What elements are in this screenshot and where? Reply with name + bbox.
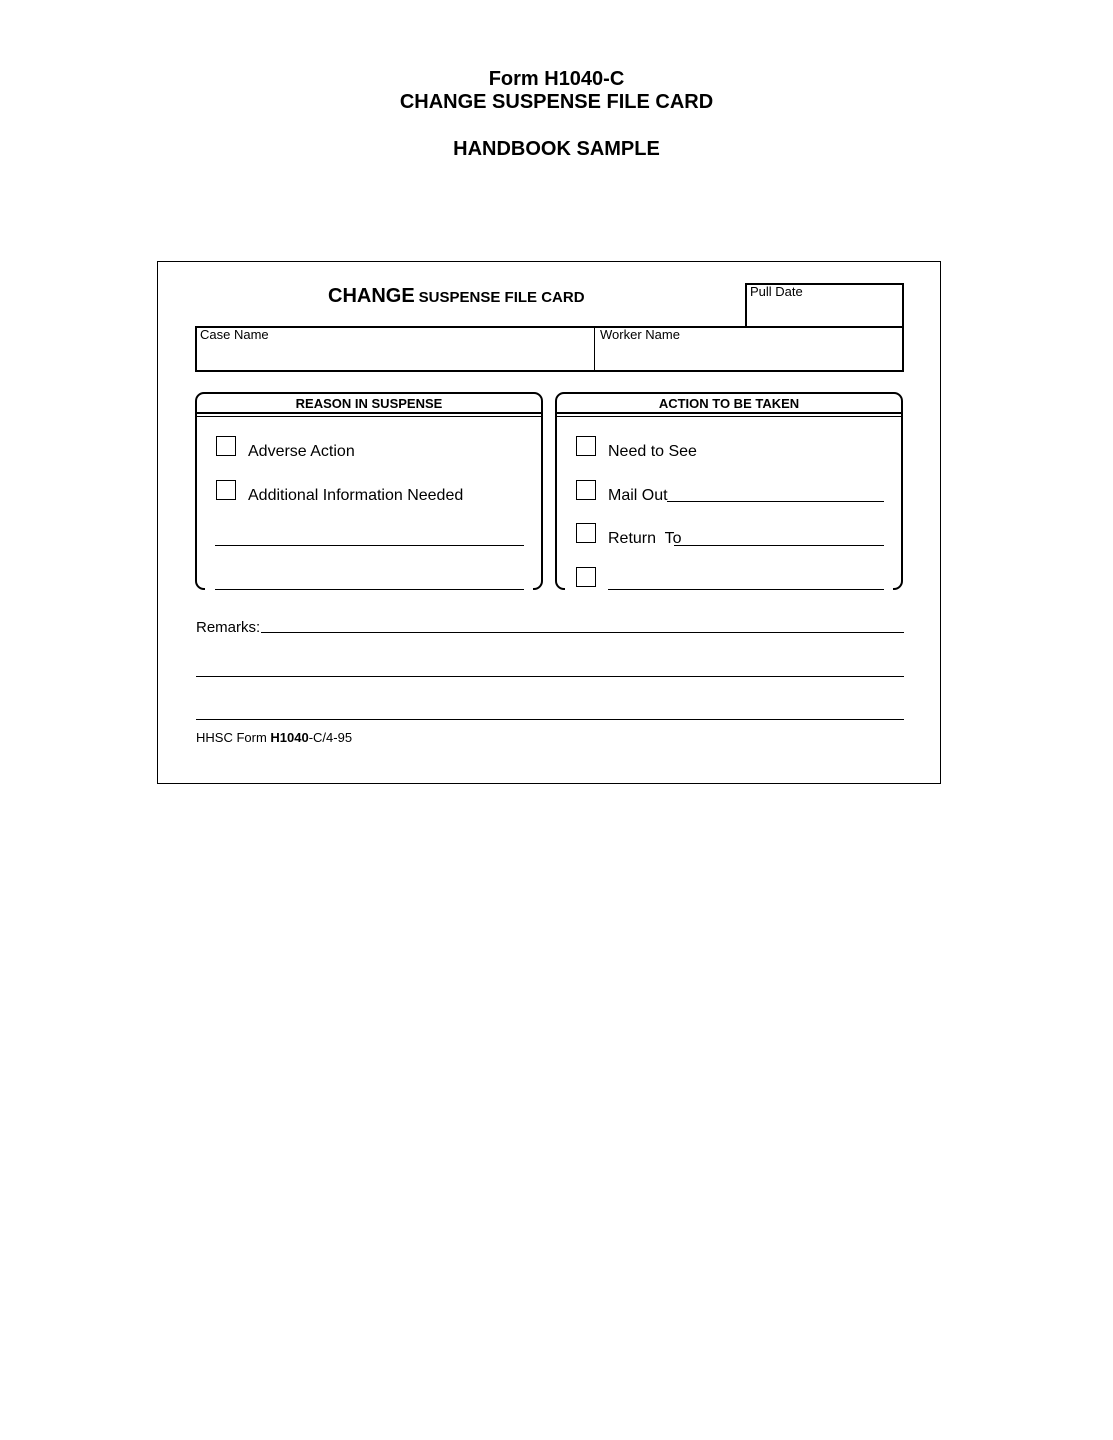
mail-out-line[interactable] [667, 501, 884, 502]
remarks-line-3[interactable] [196, 719, 904, 720]
action-panel-header-rule [556, 412, 902, 414]
footer-prefix: HHSC Form [196, 730, 271, 745]
action-panel-bottom-gap [565, 580, 893, 594]
mail-out-label: Mail Out [608, 487, 668, 504]
footer-suffix: -C/4-95 [308, 730, 353, 745]
need-to-see-label: Need to See [608, 443, 697, 460]
additional-info-checkbox[interactable] [216, 480, 236, 500]
mail-out-checkbox[interactable] [576, 480, 596, 500]
card-title [328, 285, 585, 308]
card-title-suspense: SUSPENSE FILE CARD [418, 289, 585, 306]
card-title-change: CHANGE [328, 285, 415, 307]
form-footer [196, 730, 352, 745]
worker-name-label: Worker Name [600, 327, 680, 342]
name-fields-divider [594, 327, 595, 370]
handbook-sample-heading: HANDBOOK SAMPLE [453, 138, 660, 160]
remarks-line-2[interactable] [196, 676, 904, 677]
action-panel-header-rule-2 [556, 416, 902, 417]
action-panel-title: ACTION TO BE TAKEN [658, 396, 800, 411]
return-to-checkbox[interactable] [576, 523, 596, 543]
reason-other-line-1[interactable] [215, 545, 524, 546]
reason-panel-header-rule-2 [196, 416, 542, 417]
footer-code: H1040 [270, 730, 309, 745]
reason-panel-header-rule [196, 412, 542, 414]
reason-panel-bottom-gap [205, 580, 533, 594]
form-number-heading: Form H1040-C [488, 68, 625, 90]
return-to-line[interactable] [674, 545, 884, 546]
need-to-see-checkbox[interactable] [576, 436, 596, 456]
form-title-heading: CHANGE SUSPENSE FILE CARD [399, 91, 714, 113]
remarks-line-1[interactable] [261, 632, 904, 633]
remarks-label: Remarks: [196, 619, 261, 636]
pull-date-label: Pull Date [750, 284, 803, 299]
adverse-action-checkbox[interactable] [216, 436, 236, 456]
adverse-action-label: Adverse Action [248, 443, 355, 460]
other-action-checkbox[interactable] [576, 567, 596, 587]
return-to-label: Return To [608, 530, 682, 547]
additional-info-label: Additional Information Needed [248, 487, 464, 504]
other-action-line[interactable] [608, 589, 884, 590]
reason-panel-title: REASON IN SUSPENSE [295, 396, 443, 411]
reason-other-line-2[interactable] [215, 589, 524, 590]
case-name-label: Case Name [200, 327, 269, 342]
